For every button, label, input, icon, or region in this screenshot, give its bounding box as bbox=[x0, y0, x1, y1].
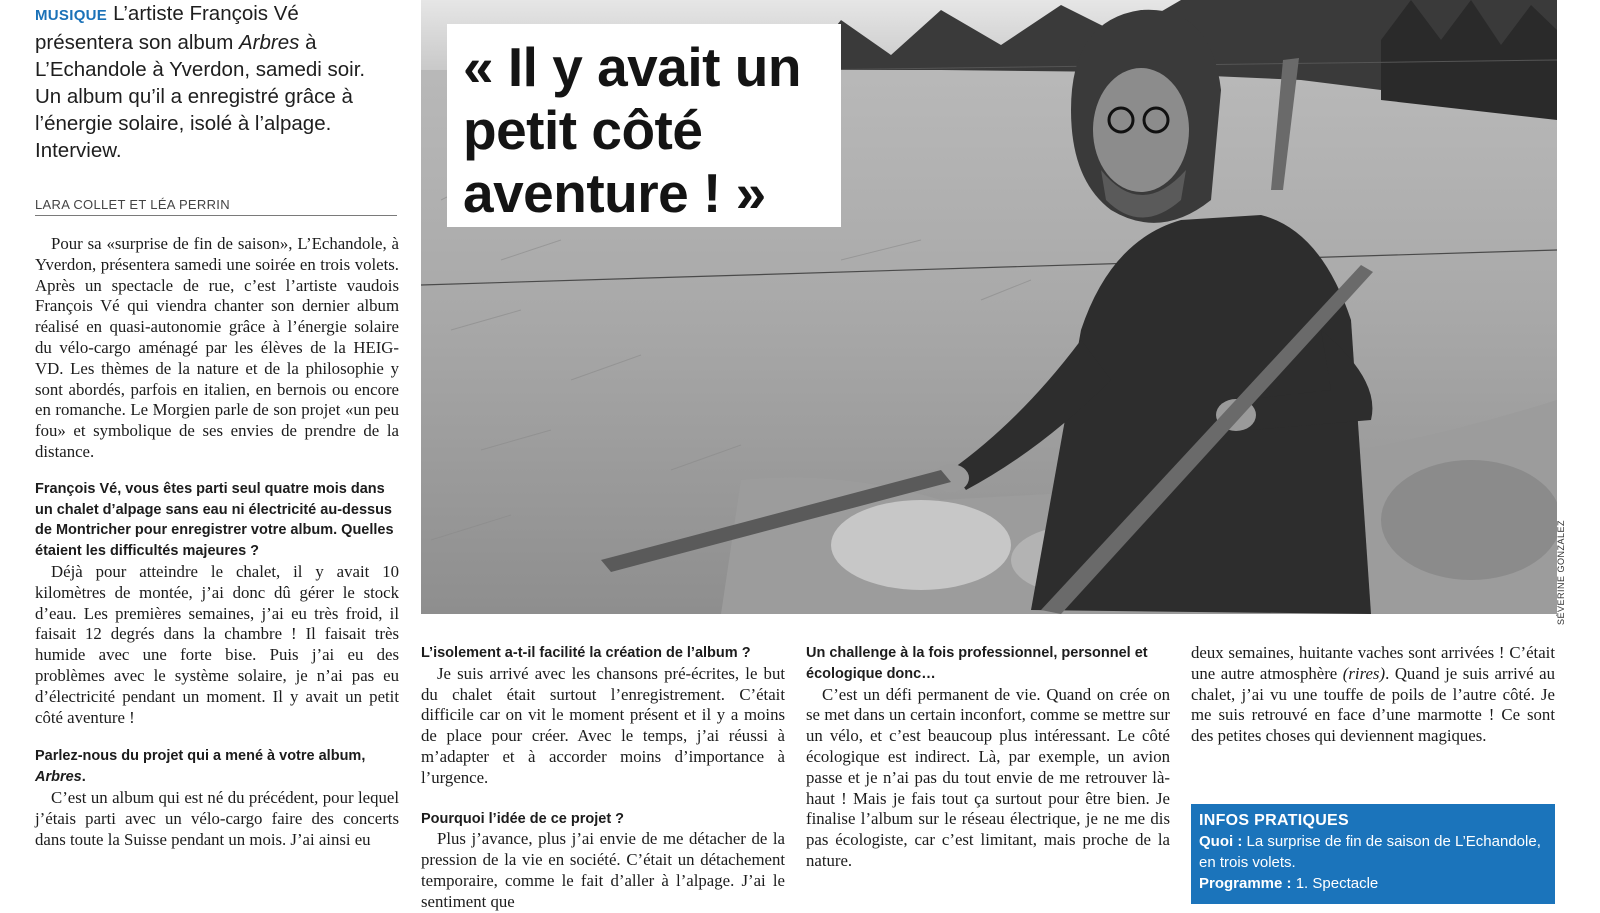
intro-text-2: à L’Echandole à Yverdon, samedi soir. Un album qu’il a enregistré grâce à l’énergie solaire, isolé à l’alpage. Interview. bbox=[35, 31, 366, 162]
question-3: L’isolement a-t-il facilité la création de l’album ? bbox=[421, 645, 751, 661]
answer-3: Je suis arrivé avec les chansons pré-écrites, le but du chalet était surtout l’enregistrement. C’était difficile car on vit le moment présent et il y a moins de place pour créer. Avec le temps, j’ai réussi à m’adapter et à accorder moins d’importance à l’urgence. bbox=[421, 663, 785, 787]
question-2-album: Arbres bbox=[35, 769, 82, 786]
article-column-2 bbox=[421, 643, 785, 913]
info-quoi-label: Quoi : bbox=[1199, 833, 1243, 850]
question-2 bbox=[35, 746, 399, 788]
headline: « Il y avait un petit côté aventure ! » bbox=[463, 36, 801, 224]
question-2-end: . bbox=[81, 769, 86, 786]
article-column-3 bbox=[806, 643, 1170, 872]
intro-lede bbox=[35, 0, 395, 164]
info-programme-label: Programme : bbox=[1199, 875, 1292, 892]
article-column-1 bbox=[35, 234, 399, 850]
article-column-4 bbox=[1191, 643, 1555, 747]
answer-5: C’est un défi permanent de vie. Quand on crée on se met dans un certain inconfort, comme se mettre sur un vélo, et c’est beaucoup plus intéressant. Le côté écologique est indirect. Là, par exemple, un avion passe et je n’ai pas du tout envie de me retrouver là-haut ! Mais je fais tout ça surtout pour être bien. Je finalise l’album sur le réseau électrique, je ne me dis pas écologiste, car c’est limitant, mais proche de la nature. bbox=[806, 684, 1170, 870]
answer-continued-text-2: . Quand je suis arrivé au chalet, j’ai vu une touffe de poils de l’autre côté. Je me suis retrouvé en face d’une marmotte ! Ce sont des petites choses qui deviennent magiques. bbox=[1191, 663, 1555, 746]
info-box bbox=[1191, 804, 1555, 904]
album-title: Arbres bbox=[238, 31, 300, 54]
info-quoi bbox=[1199, 831, 1547, 873]
section-kicker: MUSIQUE bbox=[35, 7, 108, 24]
question-4: Pourquoi l’idée de ce projet ? bbox=[421, 810, 625, 827]
headline-box bbox=[447, 24, 841, 227]
answer-1: Déjà pour atteindre le chalet, il y avait 10 kilomètres de montée, j’ai donc dû gérer le stock d’eau. Les premières semaines, j’ai eu très froid, il faisait 12 degrés dans la chambre ! Il faisait très humide avec une forte bise. Puis j’ai eu des problèmes avec le système solaire, je n’ai pas eu d’électricité pendant un moment. Il y avait un petit côté aventure ! bbox=[35, 561, 399, 727]
answer-continued-text-1: deux semaines, huitante vaches sont arrivées ! C’était une autre atmosphère bbox=[1191, 643, 1555, 683]
question-5: Un challenge à la fois professionnel, personnel et écologique donc… bbox=[806, 645, 1148, 682]
photo-credit: SÉVERINE GONZALEZ bbox=[1556, 520, 1566, 626]
question-2-text: Parlez-nous du projet qui a mené à votre album, bbox=[35, 748, 366, 765]
info-programme-text: 1. Spectacle bbox=[1291, 875, 1379, 892]
answer-4: Plus j’avance, plus j’ai envie de me détacher de la pression de la vie en société. C’était un détachement temporaire, comme le fait d’aller à l’alpage. J’ai le sentiment que bbox=[421, 829, 785, 911]
answer-2: C’est un album qui est né du précédent, pour lequel j’étais parti avec un vélo-cargo faire des concerts dans toute la Suisse pendant un mois. J’ai ainsi eu bbox=[35, 787, 399, 849]
answer-continued bbox=[1191, 643, 1555, 747]
lead-paragraph: Pour sa «surprise de fin de saison», L’Echandole, à Yverdon, présentera samedi une soirée en trois volets. Après un spectacle de rue, c’est l’artiste vaudois François Vé qui viendra chanter son dernier album réalisé en quasi-autonomie grâce à l’énergie solaire du vélo-cargo aménagé par les élèves de la HEIG-VD. Les thèmes de la nature et de la philosophie y sont abordés, parfois en italien, en bernois ou encore en romanche. Le Morgien parle de son projet «un peu fou» et symbolique de ses envies de prendre de la distance. bbox=[35, 234, 399, 461]
info-box-title: INFOS PRATIQUES bbox=[1199, 812, 1349, 829]
question-1: François Vé, vous êtes parti seul quatre mois dans un chalet d’alpage sans eau ni électricité au-dessus de Montricher pour enregistrer votre album. Quelles étaient les difficultés majeures ? bbox=[35, 480, 394, 560]
intro-text-1: L’artiste François Vé présentera son album bbox=[35, 2, 299, 54]
byline: LARA COLLET ET LÉA PERRIN bbox=[35, 197, 397, 216]
info-programme bbox=[1199, 873, 1547, 894]
laughter-note: (rires) bbox=[1342, 663, 1386, 683]
info-quoi-text: La surprise de fin de saison de L’Echandole, en trois volets. bbox=[1199, 833, 1541, 871]
